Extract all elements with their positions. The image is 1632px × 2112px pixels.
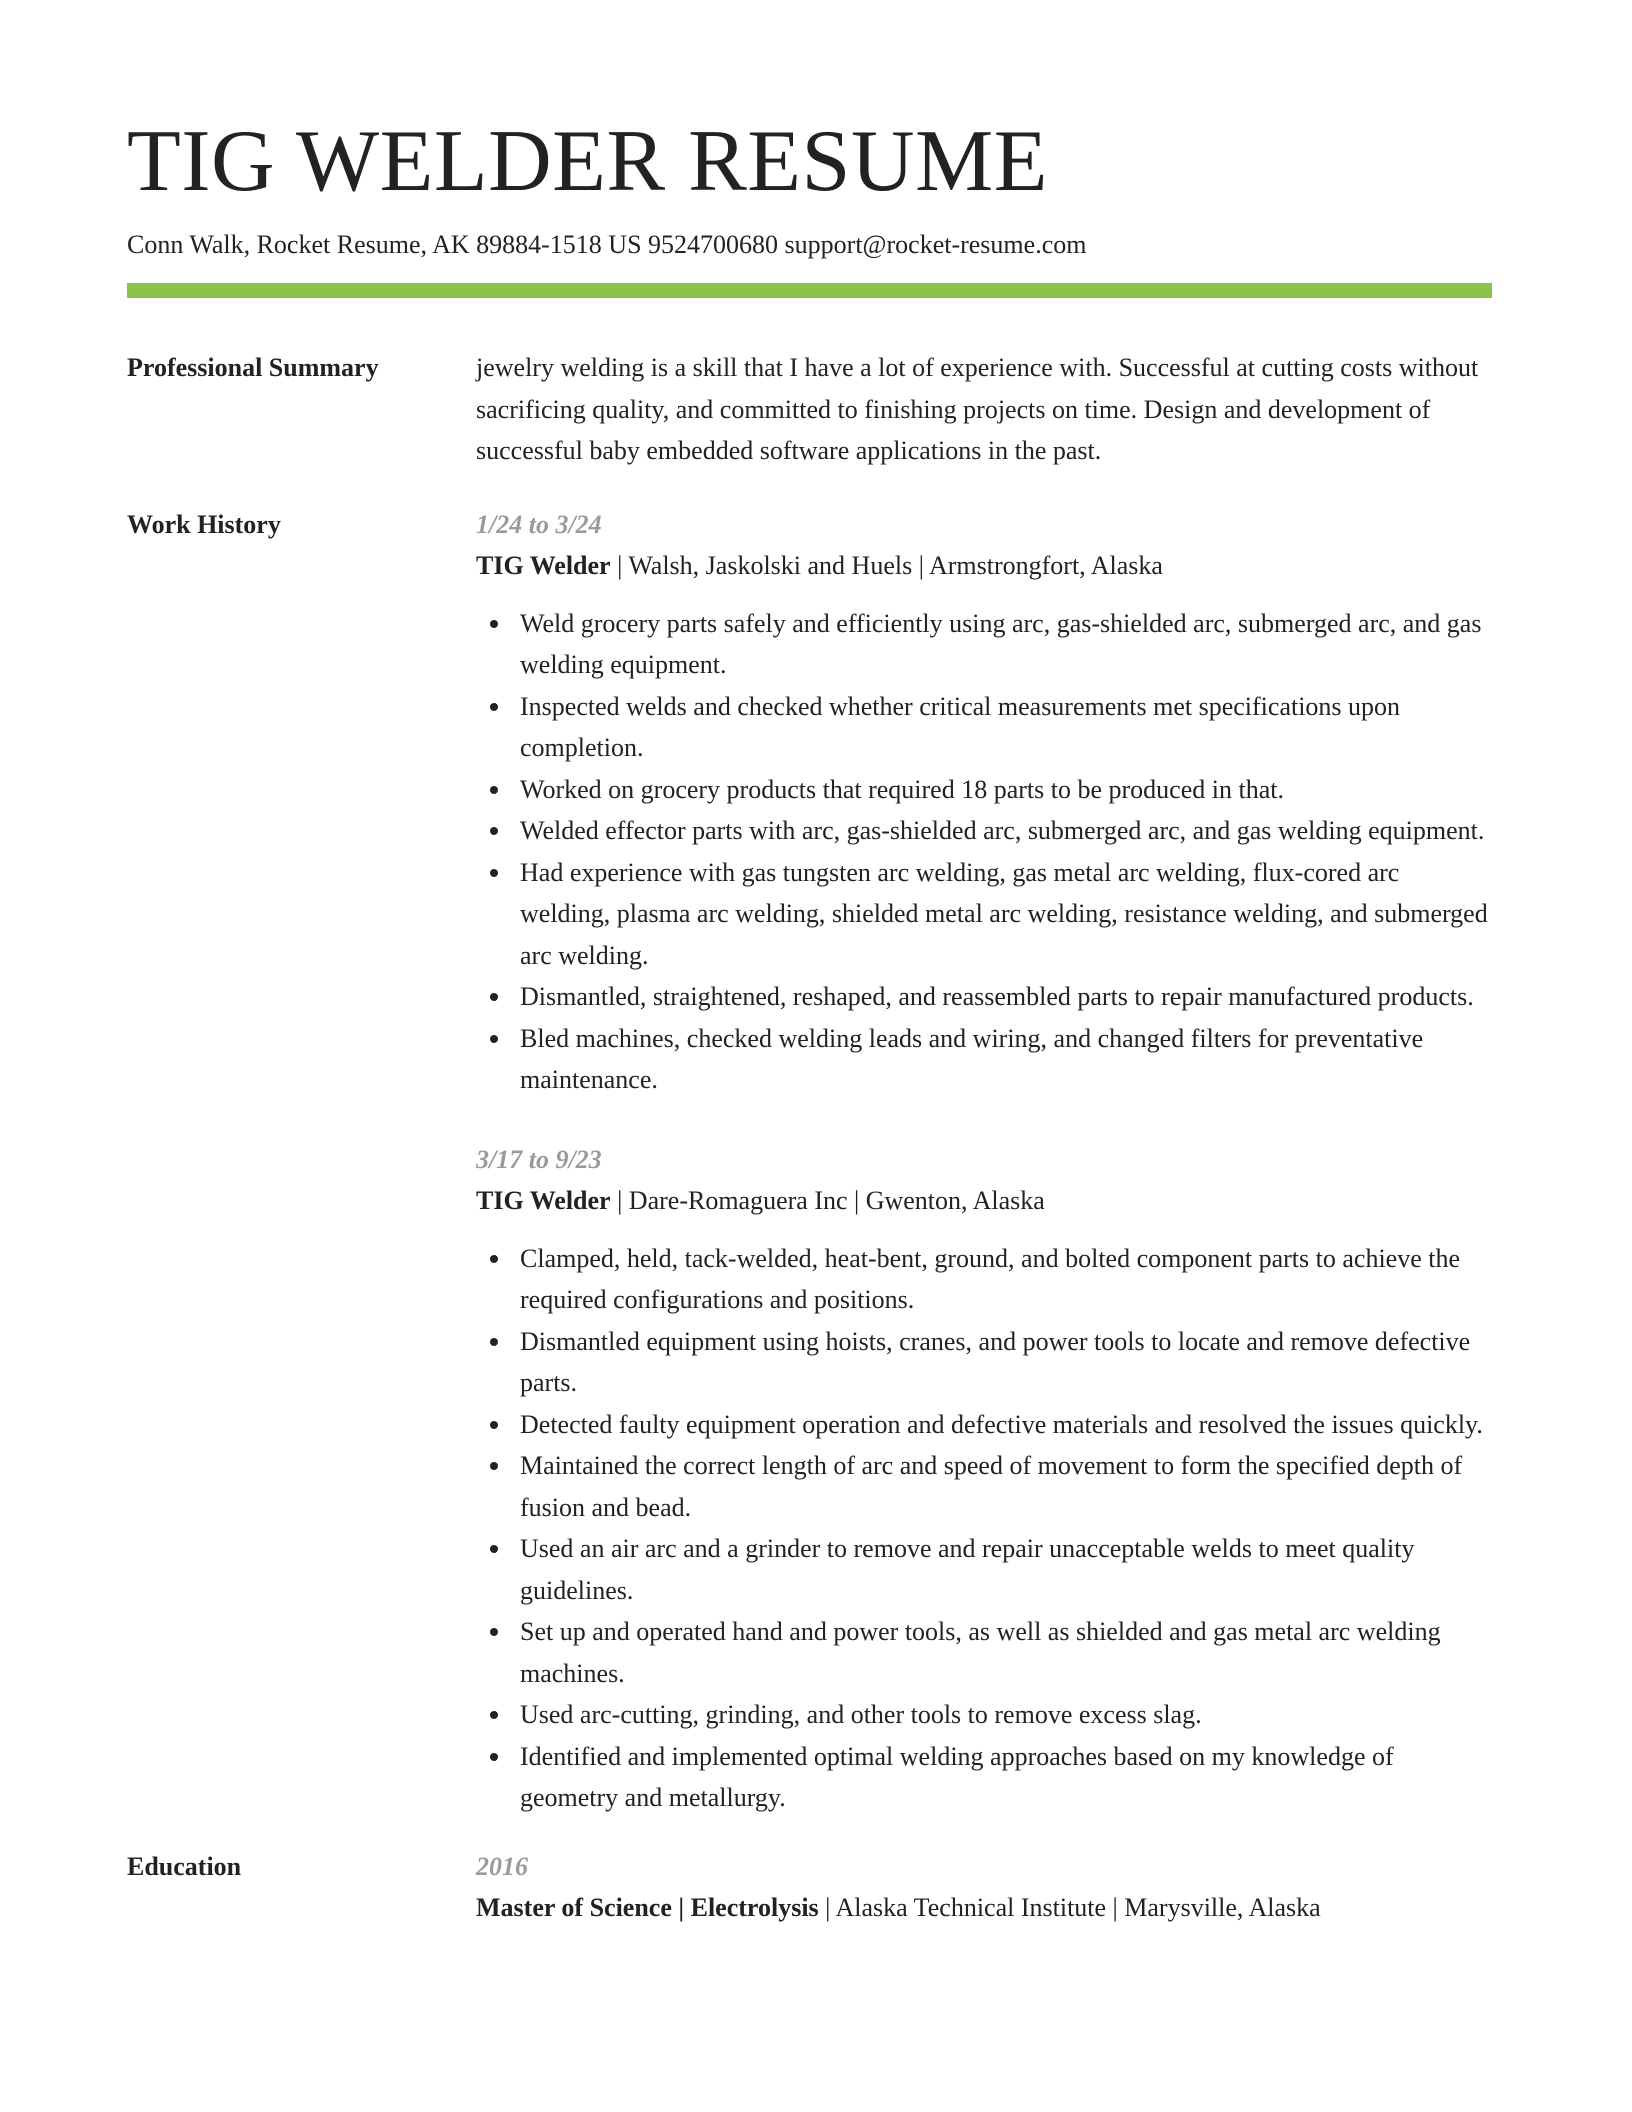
summary-section	[127, 347, 1492, 472]
accent-divider	[127, 283, 1492, 298]
job-bullet	[476, 1694, 1492, 1736]
job-employer-location: | Dare-Romaguera Inc | Gwenton, Alaska	[610, 1186, 1045, 1215]
education-body	[476, 1846, 1492, 1929]
education-degree: Master of Science | Electrolysis	[476, 1893, 819, 1922]
bullet-dot-icon	[490, 1753, 498, 1761]
bullet-dot-icon	[490, 1338, 498, 1346]
job-bullet-list	[476, 603, 1492, 1101]
job-role: TIG Welder	[476, 551, 611, 580]
job-bullet	[476, 1528, 1492, 1611]
job-bullet-text: Weld grocery parts safely and efficiently using arc, gas-shielded arc, submerged arc, and gas welding equipment.	[520, 608, 1482, 679]
job-bullet-text: Set up and operated hand and power tools, as well as shielded and gas metal arc welding machines.	[520, 1617, 1441, 1688]
job-bullet	[476, 852, 1492, 977]
resume-title: TIG WELDER RESUME	[127, 113, 1049, 210]
job-bullet	[476, 686, 1492, 769]
job-bullet-text: Dismantled, straightened, reshaped, and reassembled parts to repair manufactured products.	[520, 982, 1474, 1011]
job-employer-location: | Walsh, Jaskolski and Huels | Armstrongfort, Alaska	[610, 551, 1163, 580]
work-history-heading: Work History	[127, 509, 281, 539]
summary-text: jewelry welding is a skill that I have a lot of experience with. Successful at cutting costs without sacrificing quality, and committed to finishing projects on time. Design and development of successful baby embedded software applications in the past.	[476, 353, 1479, 465]
job-dates: 1/24 to 3/24	[476, 509, 602, 539]
job-bullet-text: Used arc-cutting, grinding, and other tools to remove excess slag.	[520, 1700, 1202, 1729]
contact-email: support@rocket-resume.com	[784, 230, 1087, 259]
bullet-dot-icon	[490, 1255, 498, 1263]
job-bullet	[476, 603, 1492, 686]
work-history-body	[476, 504, 1492, 1819]
job-entry	[476, 1139, 1492, 1819]
bullet-dot-icon	[490, 786, 498, 794]
bullet-dot-icon	[490, 1421, 498, 1429]
job-bullet-text: Bled machines, checked welding leads and wiring, and changed filters for preventative maintenance.	[520, 1023, 1424, 1094]
contact-line	[127, 228, 1492, 262]
bullet-dot-icon	[490, 620, 498, 628]
education-heading: Education	[127, 1851, 242, 1881]
job-bullet	[476, 1445, 1492, 1528]
bullet-dot-icon	[490, 1711, 498, 1719]
job-bullet-text: Worked on grocery products that required 18 parts to be produced in that.	[520, 774, 1284, 804]
job-bullet	[476, 1238, 1492, 1321]
bullet-dot-icon	[490, 1462, 498, 1470]
job-bullet	[476, 976, 1492, 1018]
work-history-section	[127, 504, 1492, 1819]
contact-name: Conn Walk,	[127, 230, 251, 259]
bullet-dot-icon	[490, 993, 498, 1001]
education-line	[476, 1887, 1492, 1929]
job-entry	[476, 504, 1492, 1101]
bullet-dot-icon	[490, 827, 498, 835]
job-bullet	[476, 1736, 1492, 1819]
job-dates: 3/17 to 9/23	[476, 1144, 602, 1174]
contact-phone: 9524700680	[648, 230, 779, 259]
job-bullet	[476, 1404, 1492, 1446]
job-title-line	[476, 545, 1492, 587]
job-bullet-text: Welded effector parts with arc, gas-shielded arc, submerged arc, and gas welding equipment.	[520, 816, 1485, 845]
job-bullet-text: Identified and implemented optimal welding approaches based on my knowledge of geometry and metallurgy.	[520, 1741, 1394, 1812]
job-bullet-text: Dismantled equipment using hoists, cranes, and power tools to locate and remove defective parts.	[520, 1326, 1471, 1397]
job-bullet	[476, 1611, 1492, 1694]
contact-company: Rocket Resume,	[256, 230, 428, 259]
job-bullet-text: Used an air arc and a grinder to remove and repair unacceptable welds to meet quality guidelines.	[520, 1534, 1415, 1605]
bullet-dot-icon	[490, 869, 498, 877]
job-bullet	[476, 1018, 1492, 1101]
job-bullet	[476, 810, 1492, 852]
bullet-dot-icon	[490, 1035, 498, 1043]
summary-heading: Professional Summary	[127, 353, 379, 382]
job-bullet-text: Clamped, held, tack-welded, heat-bent, ground, and bolted component parts to achieve the required configurations and positions.	[520, 1243, 1461, 1314]
job-bullet-text: Inspected welds and checked whether critical measurements met specifications upon completion.	[520, 691, 1401, 762]
contact-location: AK 89884-1518 US	[432, 230, 642, 259]
job-title-line	[476, 1180, 1492, 1222]
job-bullet-text: Maintained the correct length of arc and speed of movement to form the specified depth of fusion and bead.	[520, 1451, 1463, 1522]
education-section	[127, 1846, 1492, 1929]
resume-page	[127, 113, 1492, 1929]
job-role: TIG Welder	[476, 1186, 611, 1215]
job-bullet	[476, 1321, 1492, 1404]
bullet-dot-icon	[490, 1545, 498, 1553]
education-school-location: | Alaska Technical Institute | Marysville, Alaska	[818, 1893, 1321, 1922]
bullet-dot-icon	[490, 1628, 498, 1636]
job-bullet-list	[476, 1238, 1492, 1819]
job-bullet-text: Had experience with gas tungsten arc welding, gas metal arc welding, flux-cored arc welding, plasma arc welding, shielded metal arc welding, resistance welding, and submerged arc welding.	[520, 857, 1488, 970]
bullet-dot-icon	[490, 703, 498, 711]
job-bullet-text: Detected faulty equipment operation and defective materials and resolved the issues quickly.	[520, 1409, 1483, 1439]
education-year: 2016	[476, 1851, 528, 1881]
job-bullet	[476, 769, 1492, 811]
